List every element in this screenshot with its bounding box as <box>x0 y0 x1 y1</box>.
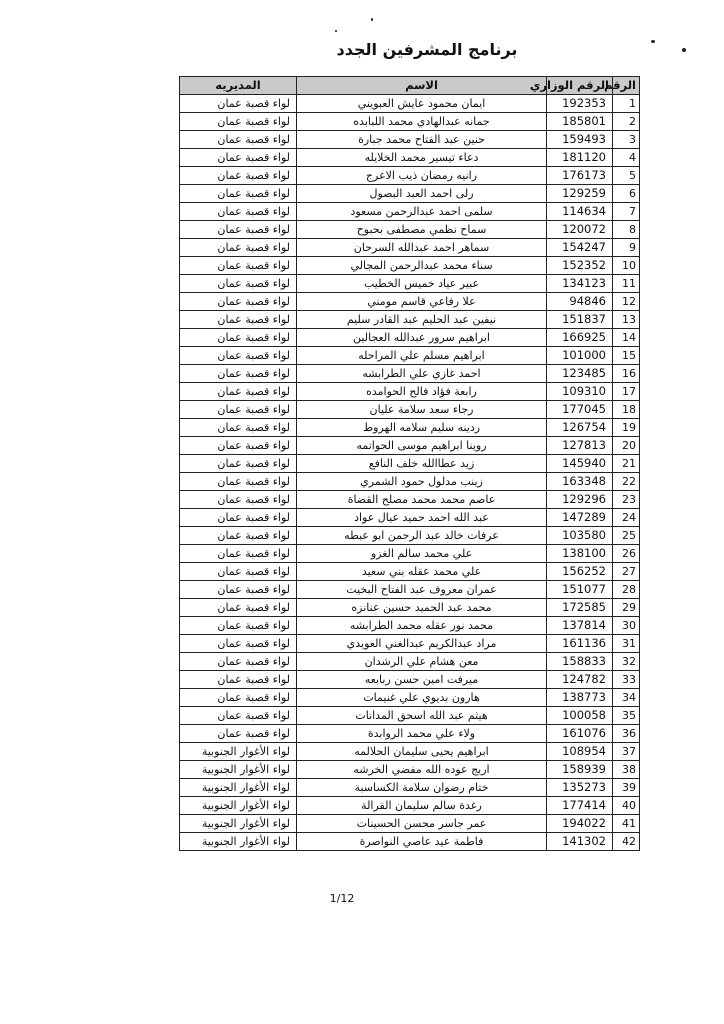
row-name: رابعة فؤاد فالح الحوامده <box>297 383 547 401</box>
table-row <box>180 545 640 563</box>
row-ministry-id: 147289 <box>547 509 613 527</box>
table-row <box>180 131 640 149</box>
row-number: 28 <box>613 581 640 599</box>
table-row <box>180 455 640 473</box>
row-number: 30 <box>613 617 640 635</box>
row-directorate: لواء قصبة عمان <box>180 725 297 743</box>
table-row <box>180 617 640 635</box>
table-body <box>180 95 640 851</box>
row-ministry-id: 161076 <box>547 725 613 743</box>
row-ministry-id: 161136 <box>547 635 613 653</box>
table-row <box>180 635 640 653</box>
row-number: 11 <box>613 275 640 293</box>
row-number: 7 <box>613 203 640 221</box>
table-row <box>180 581 640 599</box>
table-row <box>180 833 640 851</box>
row-directorate: لواء قصبة عمان <box>180 455 297 473</box>
row-ministry-id: 101000 <box>547 347 613 365</box>
row-name: فاطمة عيد عاصي النواصرة <box>297 833 547 851</box>
table-row <box>180 779 640 797</box>
row-directorate: لواء قصبة عمان <box>180 671 297 689</box>
table-row <box>180 149 640 167</box>
table-row <box>180 383 640 401</box>
table-row <box>180 185 640 203</box>
page-number <box>0 892 724 905</box>
row-directorate: لواء قصبة عمان <box>180 527 297 545</box>
row-directorate: لواء قصبة عمان <box>180 509 297 527</box>
row-name: جمانه عبدالهادي محمد اللبابده <box>297 113 547 131</box>
row-number: 42 <box>613 833 640 851</box>
row-directorate: لواء قصبة عمان <box>180 401 297 419</box>
row-ministry-id: 176173 <box>547 167 613 185</box>
row-ministry-id: 158939 <box>547 761 613 779</box>
row-directorate: لواء الأغوار الجنوبية <box>180 797 297 815</box>
table-header <box>180 77 640 95</box>
row-name: احمد غازي علي الطرابشه <box>297 365 547 383</box>
row-name: ولاء علي محمد الروابدة <box>297 725 547 743</box>
row-ministry-id: 154247 <box>547 239 613 257</box>
row-name: ختام رضوان سلامة الكساسبة <box>297 779 547 797</box>
row-ministry-id: 145940 <box>547 455 613 473</box>
row-directorate: لواء قصبة عمان <box>180 491 297 509</box>
row-ministry-id: 163348 <box>547 473 613 491</box>
row-number: 25 <box>613 527 640 545</box>
table-row <box>180 257 640 275</box>
row-number: 15 <box>613 347 640 365</box>
row-number: 8 <box>613 221 640 239</box>
table-row <box>180 293 640 311</box>
row-number: 18 <box>613 401 640 419</box>
row-name: ابراهيم سرور عبدالله العجالين <box>297 329 547 347</box>
row-directorate: لواء قصبة عمان <box>180 329 297 347</box>
scan-speck <box>371 18 373 21</box>
row-name: محمد عبد الحميد حسين عنانزه <box>297 599 547 617</box>
row-name: علي محمد سالم الغزو <box>297 545 547 563</box>
row-directorate: لواء قصبة عمان <box>180 473 297 491</box>
row-directorate: لواء قصبة عمان <box>180 185 297 203</box>
row-ministry-id: 109310 <box>547 383 613 401</box>
row-number: 3 <box>613 131 640 149</box>
row-name: زينب مدلول حمود الشمري <box>297 473 547 491</box>
row-number: 20 <box>613 437 640 455</box>
row-directorate: لواء الأغوار الجنوبية <box>180 779 297 797</box>
row-ministry-id: 152352 <box>547 257 613 275</box>
row-name: عمر جاسر محسن الحسينات <box>297 815 547 833</box>
row-ministry-id: 177045 <box>547 401 613 419</box>
table-row <box>180 527 640 545</box>
row-directorate: لواء قصبة عمان <box>180 275 297 293</box>
row-directorate: لواء قصبة عمان <box>180 203 297 221</box>
row-directorate: لواء قصبة عمان <box>180 545 297 563</box>
row-name: سلمى احمد عبدالرحمن مسعود <box>297 203 547 221</box>
row-directorate: لواء قصبة عمان <box>180 95 297 113</box>
table-row <box>180 707 640 725</box>
row-ministry-id: 100058 <box>547 707 613 725</box>
row-number: 37 <box>613 743 640 761</box>
row-name: علا رفاعي قاسم مومني <box>297 293 547 311</box>
row-ministry-id: 177414 <box>547 797 613 815</box>
row-name: روينا ابراهيم موسى الحواتمه <box>297 437 547 455</box>
row-name: ميرفت امين حسن ربابعه <box>297 671 547 689</box>
table-row <box>180 167 640 185</box>
row-ministry-id: 124782 <box>547 671 613 689</box>
table-row <box>180 761 640 779</box>
row-directorate: لواء قصبة عمان <box>180 383 297 401</box>
row-number: 9 <box>613 239 640 257</box>
row-number: 29 <box>613 599 640 617</box>
row-number: 27 <box>613 563 640 581</box>
row-number: 12 <box>613 293 640 311</box>
supervisors-table <box>179 76 640 851</box>
row-ministry-id: 192353 <box>547 95 613 113</box>
row-number: 16 <box>613 365 640 383</box>
row-number: 10 <box>613 257 640 275</box>
table-row <box>180 509 640 527</box>
header-ministry-id: الرقم الوزاري <box>547 77 613 95</box>
table-row <box>180 797 640 815</box>
table-row <box>180 401 640 419</box>
table-row <box>180 491 640 509</box>
row-name: هارون بديوي علي غنيمات <box>297 689 547 707</box>
table-row <box>180 743 640 761</box>
page-title-text: برنامج المشرفين الجدد <box>336 40 518 59</box>
row-ministry-id: 159493 <box>547 131 613 149</box>
row-directorate: لواء قصبة عمان <box>180 167 297 185</box>
table-row <box>180 221 640 239</box>
row-ministry-id: 158833 <box>547 653 613 671</box>
row-name: محمد نور عقله محمد الطرابشه <box>297 617 547 635</box>
table-row <box>180 95 640 113</box>
row-directorate: لواء قصبة عمان <box>180 419 297 437</box>
row-ministry-id: 123485 <box>547 365 613 383</box>
row-directorate: لواء قصبة عمان <box>180 635 297 653</box>
row-ministry-id: 134123 <box>547 275 613 293</box>
row-ministry-id: 137814 <box>547 617 613 635</box>
row-number: 33 <box>613 671 640 689</box>
table-row <box>180 671 640 689</box>
table-row <box>180 203 640 221</box>
row-directorate: لواء قصبة عمان <box>180 581 297 599</box>
row-directorate: لواء الأغوار الجنوبية <box>180 815 297 833</box>
row-directorate: لواء قصبة عمان <box>180 131 297 149</box>
table-row <box>180 275 640 293</box>
row-directorate: لواء الأغوار الجنوبية <box>180 833 297 851</box>
table-row <box>180 347 640 365</box>
row-ministry-id: 151077 <box>547 581 613 599</box>
row-number: 26 <box>613 545 640 563</box>
table-row <box>180 437 640 455</box>
row-name: اريج عوده الله مفضي الخرشه <box>297 761 547 779</box>
table-row <box>180 689 640 707</box>
row-name: سماح نظمي مصطفى بحبوح <box>297 221 547 239</box>
row-ministry-id: 172585 <box>547 599 613 617</box>
row-number: 5 <box>613 167 640 185</box>
row-number: 19 <box>613 419 640 437</box>
row-ministry-id: 185801 <box>547 113 613 131</box>
row-name: رغدة سالم سليمان القرالة <box>297 797 547 815</box>
page-title <box>0 40 724 59</box>
row-directorate: لواء قصبة عمان <box>180 653 297 671</box>
table-row <box>180 419 640 437</box>
header-name: الاسم <box>297 77 547 95</box>
row-ministry-id: 126754 <box>547 419 613 437</box>
row-ministry-id: 135273 <box>547 779 613 797</box>
row-ministry-id: 151837 <box>547 311 613 329</box>
row-name: عبير عياد خميس الخطيب <box>297 275 547 293</box>
row-name: حنين عبد الفتاح محمد جبارة <box>297 131 547 149</box>
row-ministry-id: 108954 <box>547 743 613 761</box>
row-name: عبد الله احمد حميد عيال عواد <box>297 509 547 527</box>
row-ministry-id: 156252 <box>547 563 613 581</box>
row-name: رجاء سعد سلامة عليان <box>297 401 547 419</box>
row-number: 2 <box>613 113 640 131</box>
table-row <box>180 815 640 833</box>
row-number: 23 <box>613 491 640 509</box>
row-directorate: لواء الأغوار الجنوبية <box>180 743 297 761</box>
row-ministry-id: 141302 <box>547 833 613 851</box>
row-directorate: لواء قصبة عمان <box>180 707 297 725</box>
table-row <box>180 311 640 329</box>
row-ministry-id: 138100 <box>547 545 613 563</box>
table-row <box>180 563 640 581</box>
table-row <box>180 239 640 257</box>
header-num: الرقم <box>613 77 640 95</box>
row-name: معن هشام علي الرشدان <box>297 653 547 671</box>
row-directorate: لواء قصبة عمان <box>180 365 297 383</box>
row-name: سماهر احمد عبدالله السرحان <box>297 239 547 257</box>
row-name: ردينه سليم سلامه الهروط <box>297 419 547 437</box>
row-name: سناء محمد عبدالرحمن المجالي <box>297 257 547 275</box>
row-ministry-id: 94846 <box>547 293 613 311</box>
row-directorate: لواء قصبة عمان <box>180 347 297 365</box>
row-directorate: لواء قصبة عمان <box>180 113 297 131</box>
row-number: 41 <box>613 815 640 833</box>
row-directorate: لواء قصبة عمان <box>180 221 297 239</box>
row-number: 31 <box>613 635 640 653</box>
row-number: 17 <box>613 383 640 401</box>
row-number: 32 <box>613 653 640 671</box>
row-name: رانيه رمضان ذيب الاعرج <box>297 167 547 185</box>
row-directorate: لواء قصبة عمان <box>180 689 297 707</box>
row-number: 13 <box>613 311 640 329</box>
row-directorate: لواء قصبة عمان <box>180 257 297 275</box>
row-directorate: لواء الأغوار الجنوبية <box>180 761 297 779</box>
row-number: 39 <box>613 779 640 797</box>
table-row <box>180 365 640 383</box>
row-number: 35 <box>613 707 640 725</box>
row-directorate: لواء قصبة عمان <box>180 239 297 257</box>
row-directorate: لواء قصبة عمان <box>180 599 297 617</box>
scan-speck <box>335 30 337 32</box>
row-directorate: لواء قصبة عمان <box>180 437 297 455</box>
row-name: هيثم عبد الله اسحق المدانات <box>297 707 547 725</box>
row-ministry-id: 129296 <box>547 491 613 509</box>
row-number: 6 <box>613 185 640 203</box>
row-number: 36 <box>613 725 640 743</box>
row-name: علي محمد عقله بني سعيد <box>297 563 547 581</box>
row-number: 34 <box>613 689 640 707</box>
row-name: مراد عبدالكريم عبدالغني العويدي <box>297 635 547 653</box>
row-ministry-id: 138773 <box>547 689 613 707</box>
row-name: عاصم محمد محمد مصلح القضاة <box>297 491 547 509</box>
row-ministry-id: 194022 <box>547 815 613 833</box>
row-name: نيفين عبد الحليم عبد القادر سليم <box>297 311 547 329</box>
table-row <box>180 473 640 491</box>
table-row <box>180 599 640 617</box>
header-directorate: المديريه <box>180 77 297 95</box>
row-name: عرفات خالد عبد الرحمن ابو عبطه <box>297 527 547 545</box>
row-name: ابراهيم مسلم علي المراحله <box>297 347 547 365</box>
row-number: 21 <box>613 455 640 473</box>
row-ministry-id: 127813 <box>547 437 613 455</box>
row-name: عمران معروف عبد الفتاح البخيت <box>297 581 547 599</box>
table-row <box>180 329 640 347</box>
row-name: دعاء تيسير محمد الخلايله <box>297 149 547 167</box>
header-row <box>180 77 640 95</box>
row-ministry-id: 103580 <box>547 527 613 545</box>
row-ministry-id: 120072 <box>547 221 613 239</box>
row-number: 1 <box>613 95 640 113</box>
row-number: 4 <box>613 149 640 167</box>
page-number-text: 1/12 <box>329 892 355 905</box>
row-name: زيد عطاالله خلف النافع <box>297 455 547 473</box>
row-directorate: لواء قصبة عمان <box>180 311 297 329</box>
row-directorate: لواء قصبة عمان <box>180 617 297 635</box>
row-name: رلى احمد العبد البصول <box>297 185 547 203</box>
row-number: 38 <box>613 761 640 779</box>
row-number: 14 <box>613 329 640 347</box>
row-ministry-id: 166925 <box>547 329 613 347</box>
row-number: 24 <box>613 509 640 527</box>
row-name: ايمان محمود عايش العبويني <box>297 95 547 113</box>
row-ministry-id: 129259 <box>547 185 613 203</box>
row-number: 22 <box>613 473 640 491</box>
row-ministry-id: 114634 <box>547 203 613 221</box>
row-number: 40 <box>613 797 640 815</box>
row-directorate: لواء قصبة عمان <box>180 149 297 167</box>
row-ministry-id: 181120 <box>547 149 613 167</box>
row-name: ابراهيم يحيى سليمان الحلالمه <box>297 743 547 761</box>
row-directorate: لواء قصبة عمان <box>180 293 297 311</box>
row-directorate: لواء قصبة عمان <box>180 563 297 581</box>
table-row <box>180 653 640 671</box>
table-row <box>180 725 640 743</box>
table-row <box>180 113 640 131</box>
